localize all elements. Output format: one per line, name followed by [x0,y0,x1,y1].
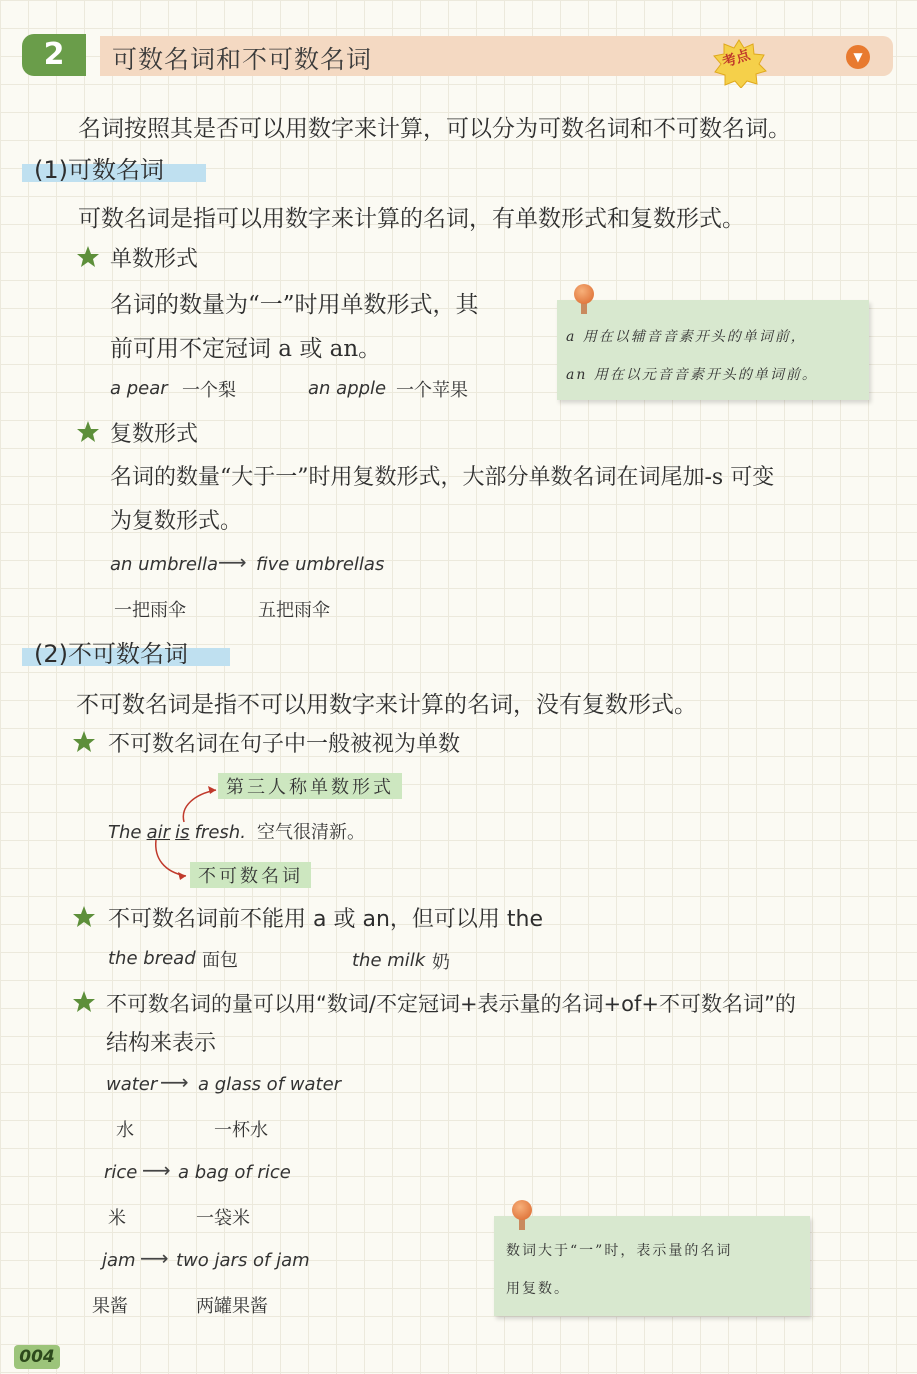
page-number: 004 [14,1345,60,1369]
annotation-tag: 第三人称单数形式 [218,773,402,799]
example-zh: 一杯水 [214,1120,268,1141]
example-en: two jars of jam [176,1250,310,1271]
countable-heading: (1)可数名词 [34,156,164,184]
point3-line2: 结构来表示 [106,1031,217,1056]
sentence-translation: 空气很清新。 [257,822,366,843]
example-en: the bread [108,948,196,969]
uncountable-heading: (2)不可数名词 [34,640,188,668]
singular-line1: 名词的数量为“一”时用单数形式，其 [110,292,479,318]
example-zh: 水 [116,1120,134,1141]
singular-title: 单数形式 [110,247,199,272]
example-en: five umbrellas [256,554,385,575]
chevron-down-icon[interactable]: ▼ [846,45,870,69]
sentence-word: fresh. [194,822,246,843]
example-zh: 果酱 [92,1296,128,1317]
tip-note-line2: an 用在以元音音素开头的单词前。 [566,367,818,383]
example-en: an umbrella [110,554,219,575]
tip-note [557,300,869,400]
section-title: 可数名词和不可数名词 [112,45,373,74]
star-bullet-icon [76,245,100,269]
example-en: the milk [352,950,426,971]
example-en: jam [102,1250,136,1271]
example-zh: 五把雨伞 [258,600,330,621]
example-en: a glass of water [198,1074,342,1095]
tip-note-line1: a 用在以辅音音素开头的单词前， [566,329,807,345]
example-zh: 一把雨伞 [114,600,186,621]
annotation-tag: 不可数名词 [190,862,311,888]
arrow-right-icon: ⟶ [140,1246,169,1270]
example-zh: 两罐果酱 [196,1296,268,1317]
pin-icon [512,1200,532,1220]
uncountable-definition: 不可数名词是指不可以用数字来计算的名词，没有复数形式。 [76,692,697,718]
star-bullet-icon [72,990,96,1014]
star-bullet-icon [72,730,96,754]
arrow-right-icon: ⟶ [218,550,247,574]
tip-note-line2: 用复数。 [506,1281,570,1297]
pin-icon [574,284,594,304]
exam-point-badge-label: 考点 [720,47,753,71]
intro-paragraph: 名词按照其是否可以用数字来计算，可以分为可数名词和不可数名词。 [78,116,791,142]
example-en: water [106,1074,158,1095]
plural-line2: 为复数形式。 [110,509,243,534]
example-zh: 米 [108,1208,126,1229]
point1-title: 不可数名词在句子中一般被视为单数 [108,732,461,757]
example-en: rice [104,1162,138,1183]
example-zh: 奶 [432,952,450,973]
example-zh: 一个梨 [182,380,236,401]
point2-title: 不可数名词前不能用 a 或 an，但可以用 the [108,907,543,932]
section-number: 2 [22,34,86,76]
arrow-right-icon: ⟶ [142,1158,171,1182]
sentence-word: The [108,822,142,843]
star-bullet-icon [76,420,100,444]
example-en: an apple [308,378,387,399]
example-zh: 一袋米 [196,1208,250,1229]
sentence-word-verb: is [175,822,190,843]
tip-note [494,1216,810,1316]
star-bullet-icon [72,905,96,929]
singular-line2: 前可用不定冠词 a 或 an。 [110,336,382,362]
example-zh: 面包 [202,950,238,971]
sentence-word-subject: air [146,822,171,843]
example-sentence [108,818,365,844]
example-zh: 一个苹果 [396,380,468,401]
point3-line1: 不可数名词的量可以用“数词/不定冠词+表示量的名词+of+不可数名词”的 [106,992,796,1016]
example-en: a bag of rice [178,1162,291,1183]
countable-definition: 可数名词是指可以用数字来计算的名词，有单数形式和复数形式。 [78,206,745,232]
example-en: a pear [110,378,168,399]
plural-line1: 名词的数量“大于一”时用复数形式，大部分单数名词在词尾加-s 可变 [110,465,775,490]
tip-note-line1: 数词大于“一”时，表示量的名词 [506,1243,733,1259]
plural-title: 复数形式 [110,422,199,447]
arrow-right-icon: ⟶ [160,1070,189,1094]
